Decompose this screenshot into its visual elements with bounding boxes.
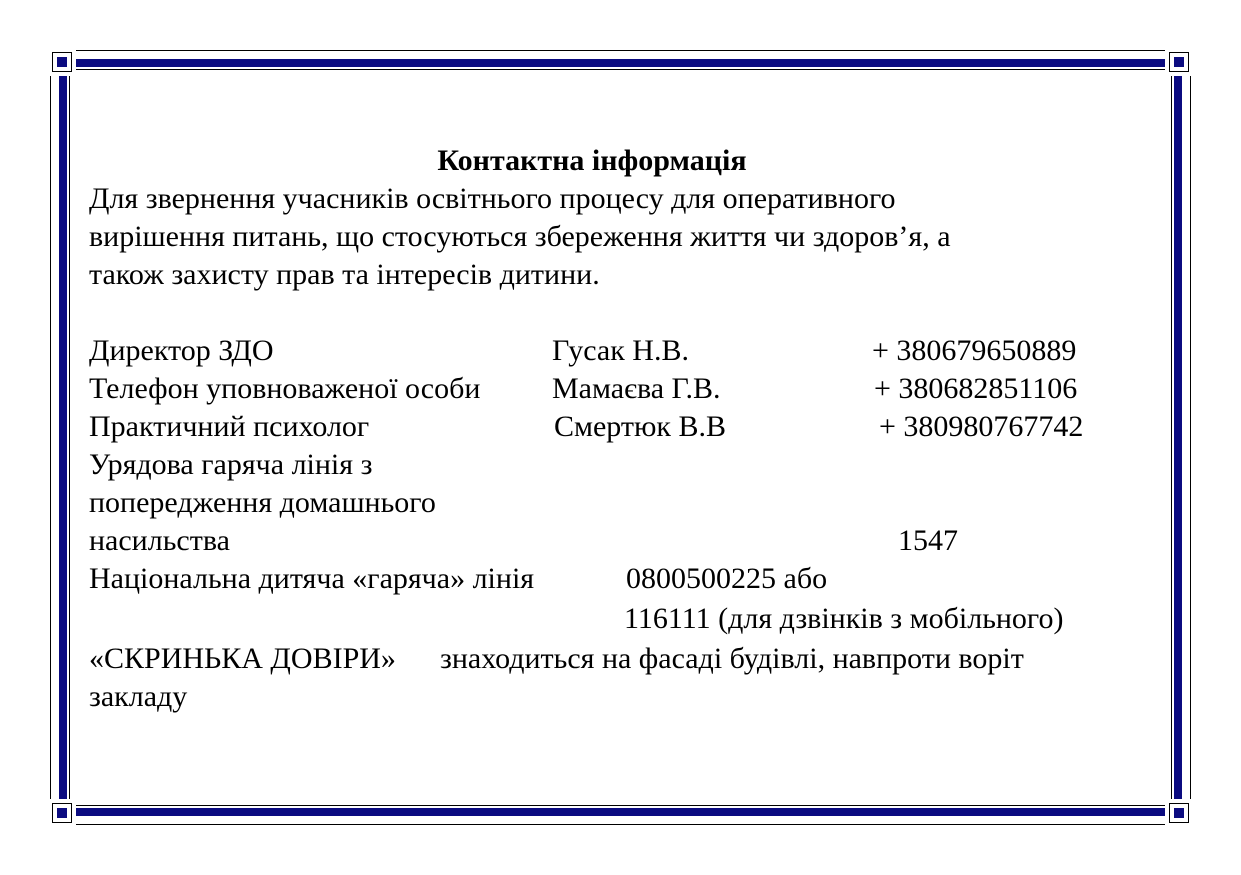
contact-role: Практичний психолог: [89, 410, 370, 443]
contact-phone: + 380679650889: [872, 334, 1077, 367]
contact-name: Мамаєва Г.В.: [552, 372, 721, 405]
contact-role: Телефон уповноваженої особи: [89, 372, 481, 405]
contact-name: Гусак Н.В.: [552, 334, 689, 367]
frame-corner-ornament: [1165, 48, 1193, 76]
contact-phone: + 380682851106: [874, 372, 1078, 405]
contact-role: Директор ЗДО: [89, 334, 274, 367]
hotline-label: насильства: [89, 524, 230, 557]
intro-line: вирішення питань, що стосуються збереження життя чи здоров’я, а: [89, 220, 951, 253]
trust-box-name: «СКРИНЬКА ДОВІРИ»: [89, 642, 396, 675]
hotline-label: попередження домашнього: [89, 486, 436, 519]
child-line-mobile: 116111 (для дзвінків з мобільного): [624, 602, 1064, 635]
child-line-label: Національна дитяча «гаряча» лінія: [89, 562, 535, 595]
hotline-label: Урядова гаряча лінія з: [89, 448, 373, 481]
frame-corner-ornament: [48, 799, 76, 827]
child-line-number: 0800500225 або: [626, 562, 828, 595]
frame-corner-ornament: [1165, 799, 1193, 827]
intro-line: Для звернення учасників освітнього процесу для оперативного: [89, 182, 896, 215]
intro-line: також захисту прав та інтересів дитини.: [89, 258, 600, 291]
hotline-number: 1547: [898, 524, 958, 557]
contact-phone: + 380980767742: [879, 410, 1084, 443]
frame-corner-ornament: [48, 48, 76, 76]
page-title: Контактна інформація: [437, 144, 747, 177]
trust-box-text: закладу: [89, 680, 188, 713]
trust-box-text: знаходиться на фасаді будівлі, навпроти воріт: [440, 642, 1024, 675]
contact-name: Смертюк В.В: [554, 410, 727, 443]
